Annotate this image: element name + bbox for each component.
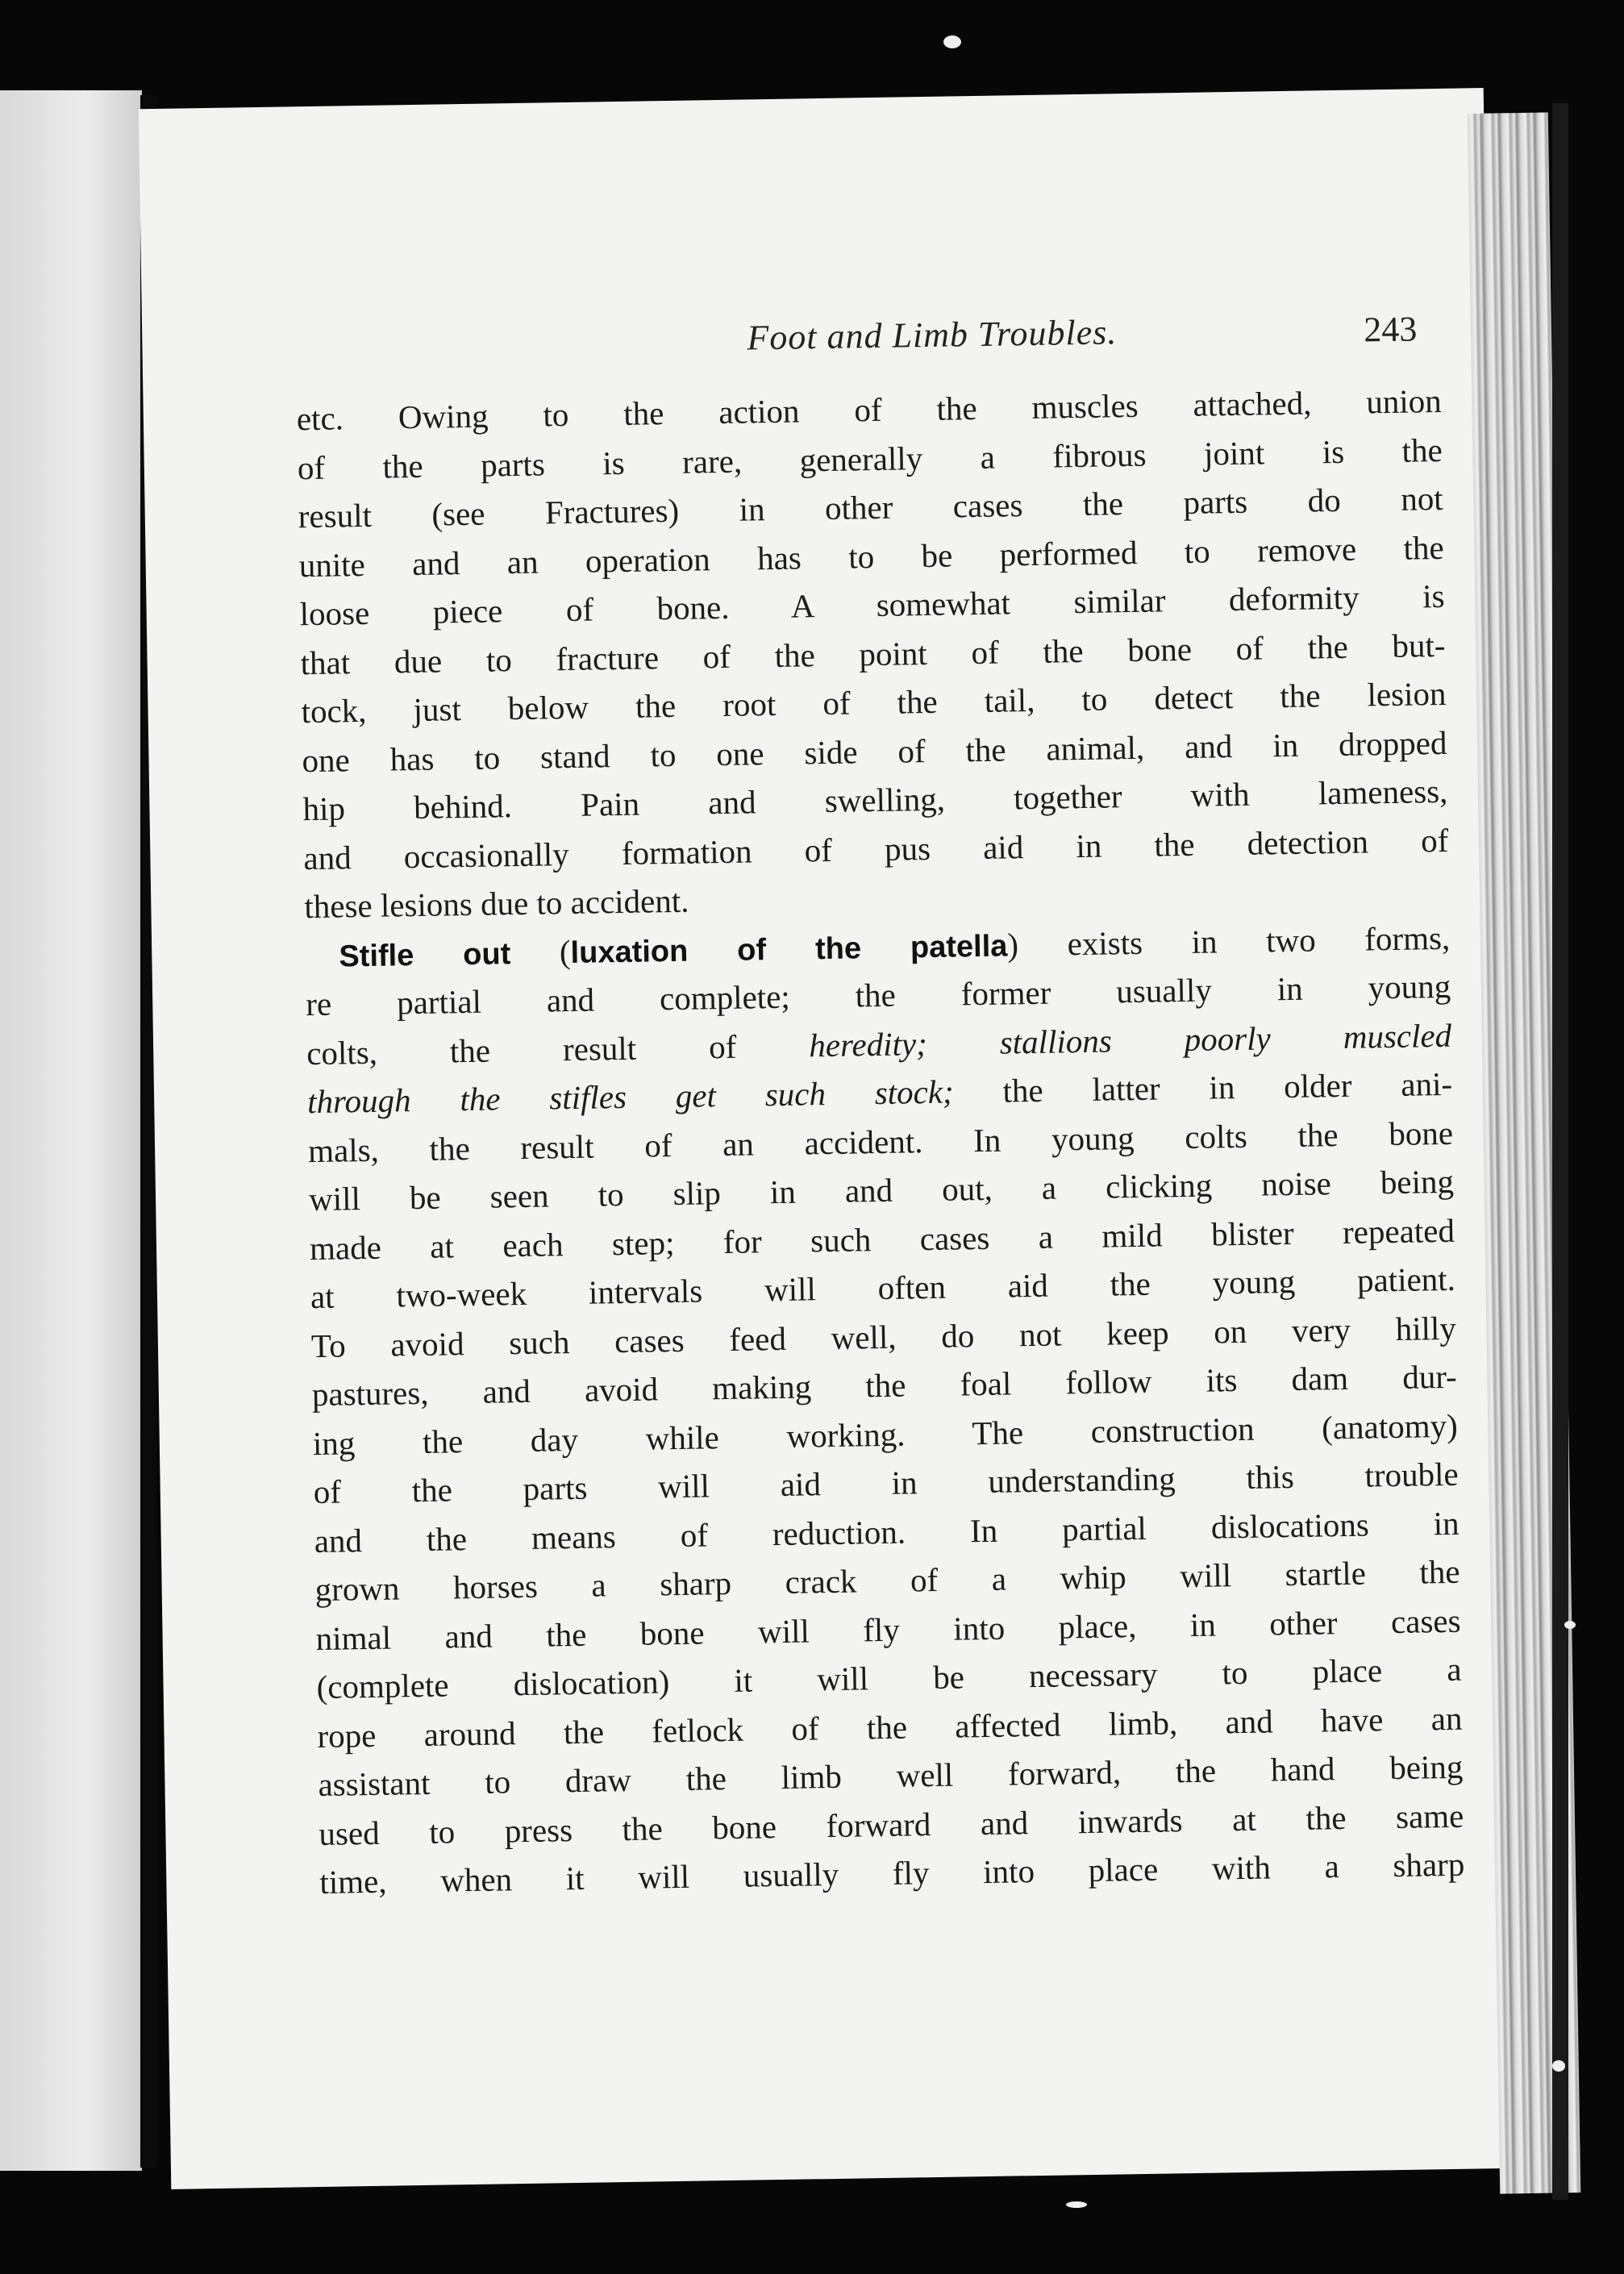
- text-line: that due to fracture of the point of the bone of the but-: [300, 626, 1446, 681]
- text-line: unite and an operation has to be performed to remove the: [298, 528, 1444, 584]
- text-fragment: exists in two forms,: [1067, 918, 1451, 962]
- paren-open: (: [559, 932, 571, 970]
- text-line: rope around the fetlock of the affected limb, and have an: [317, 1699, 1463, 1755]
- text-line: result (see Fractures) in other cases the parts do not: [298, 479, 1443, 535]
- text-line: of the parts is rare, generally a fibrous joint is the: [297, 431, 1443, 486]
- text-line: used to press the bone forward and inwards at the same: [319, 1797, 1464, 1852]
- text-line: To avoid such cases feed well, do not keep on very hilly: [310, 1309, 1457, 1364]
- stifle-heading: Stifle out: [339, 936, 511, 973]
- facing-page-edge: [0, 90, 142, 2171]
- book-page: [139, 88, 1516, 2189]
- text-line: (complete dislocation) it will be necessary to place a: [316, 1650, 1462, 1706]
- page-number: 243: [1363, 309, 1418, 350]
- dust-speck: [1564, 1621, 1576, 1629]
- text-line: hip behind. Pain and swelling, together with lameness,: [302, 772, 1448, 828]
- text-line: pastures, and avoid making the foal follow its dam dur-: [311, 1357, 1458, 1414]
- text-line: at two-week intervals will often aid the young patient.: [310, 1260, 1456, 1316]
- dust-speck: [1552, 2060, 1565, 2072]
- running-head: [303, 306, 1433, 389]
- text-line: ing the day while working. The construction (anatomy): [312, 1406, 1459, 1462]
- text-line: grown horses a sharp crack of a whip will startle the: [314, 1552, 1460, 1609]
- text-line: etc. Owing to the action of the muscles attached, union: [296, 381, 1443, 438]
- text-line: mals, the result of an accident. In young colts the bone: [307, 1114, 1454, 1169]
- stifle-subheading: luxation of the patella: [570, 928, 1008, 970]
- text-line: time, when it will usually fly into place with a sharp: [319, 1845, 1465, 1901]
- text-line: and occasionally formation of pus aid in the detection of: [303, 821, 1449, 877]
- dust-speck: [943, 35, 961, 48]
- italic-fragment: heredity; stallions poorly muscled: [808, 1016, 1452, 1064]
- italic-fragment: through the stifles get such stock;: [306, 1072, 954, 1121]
- text-line: one has to stand to one side of the animal, and in dropped: [302, 723, 1447, 779]
- text-line: made at each step; for such cases a mild blister repeated: [309, 1211, 1455, 1267]
- running-title: Foot and Limb Troubles.: [747, 312, 1118, 358]
- text-line: tock, just below the root of the tail, to detect the lesion: [301, 674, 1447, 731]
- text-line: re partial and complete; the former usually in young: [305, 967, 1451, 1023]
- text-line: and the means of reduction. In partial dislocations in: [314, 1504, 1460, 1560]
- text-line: will be seen to slip in and out, a clicking noise being: [308, 1162, 1455, 1218]
- text-line: loose piece of bone. A somewhat similar deformity is: [299, 577, 1445, 633]
- dust-speck: [1066, 2201, 1087, 2208]
- text-line: nimal and the bone will fly into place, in other cases: [315, 1601, 1461, 1657]
- text-fragment: the latter in older ani-: [1002, 1064, 1453, 1110]
- body-text: [296, 377, 1464, 1907]
- text-line: assistant to draw the limb well forward, the hand being: [318, 1747, 1464, 1804]
- text-fragment: colts, the result of: [306, 1027, 737, 1072]
- book-fore-edge-shadow: [1552, 103, 1568, 2200]
- paren-close: ): [1006, 925, 1019, 963]
- text-line: of the parts will aid in understanding this trouble: [313, 1455, 1459, 1511]
- text-line: these lesions due to accident.: [304, 881, 689, 926]
